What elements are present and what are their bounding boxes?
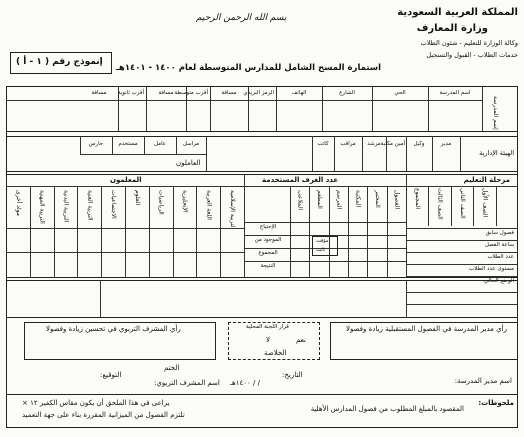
stage-row-label: مستوى عدد الطلاب (469, 266, 514, 272)
stage-row-label: فصول سابق (485, 230, 514, 236)
kingdom-title: المملكة العربية السعودية (397, 7, 518, 18)
teacher-subject-label: العلوم (133, 190, 141, 206)
teacher-subject-label: التربية المهنية (38, 190, 46, 224)
teacher-subject-label: الاجتماعيات (110, 190, 118, 219)
class-col-label: المختبر (374, 190, 381, 208)
class-row-label: الإحتياج (259, 224, 277, 230)
worker-label: حارس (88, 141, 104, 147)
class-row-label: النتيجة (260, 263, 276, 269)
basmala: بسم الله الرحمن الرحيم (196, 13, 287, 23)
workers-label: العاملون (176, 159, 201, 167)
signature-label: التوقيع: (100, 371, 122, 379)
ministry-title: وزارة المعارف (416, 23, 488, 34)
info-cell-label: الشارع (339, 90, 355, 96)
teacher-subject-label: التربية البدنية (62, 190, 70, 223)
class-col-label: المرسم (335, 190, 343, 210)
info-cell-label: الهاتف (291, 90, 307, 96)
class-col-label: المكتبة (354, 190, 362, 208)
teacher-subject-label: الإنجليزية (181, 190, 189, 213)
teachers-title: المعلمون (110, 176, 142, 184)
classes-title: عدد الغرف المستخدمة (262, 176, 339, 184)
info-cell-label: أقرب متوسطة (174, 90, 208, 96)
committee-yes: نعم (296, 336, 306, 344)
class-col-label: المطعم (316, 190, 323, 209)
stages-title: مرحلة التعليم (463, 176, 510, 184)
worker-label: مراسل (182, 141, 200, 147)
stage-col-label: الصف الثالث (436, 188, 444, 220)
stage-col-label: الصف الأول (481, 188, 489, 218)
teacher-subject-label: الرياضيات (157, 190, 165, 215)
worker-label: عامل (153, 141, 167, 147)
form-title: استمارة المسح الشامل للمدارس المتوسطة لعام ١٤٠٠ - ١٤٠١هـ (116, 63, 382, 73)
note-3: المقصود بالمبلغ المطلوب من فصول المدارس الأهلية (310, 405, 464, 413)
info-cell-label: الحي (394, 90, 406, 96)
info-cell-label: الرمز البريدي (243, 90, 274, 96)
admin-label: الهيئة الإدارية (479, 149, 514, 157)
deputy-line: وكالة الوزارة للتعليم - شئون الطلاب (420, 39, 518, 47)
summary-table (6, 280, 518, 318)
supervisor-opinion-label: رأي المشرف التربوي في تحسين زيادة وفصولا (46, 325, 181, 333)
teacher-subject-label: التربية الإسلامية (229, 190, 237, 230)
info-side-label: إسم المدرسة (492, 96, 499, 130)
notes-label: ملحوظات: (478, 399, 514, 407)
date-value: / / ١٤٠٠هـ (230, 379, 260, 387)
teacher-subject-label: اللغة العربية (205, 190, 213, 220)
stage-col-label: الصف الثاني (459, 188, 466, 219)
principal-name-label: اسم مدير المدرسة: (454, 377, 512, 385)
worker-label: مستخدم (118, 141, 138, 147)
info-cell-label: مسافة (91, 90, 107, 96)
admin-cell-label: مراقب (340, 141, 356, 147)
flag-temp: مؤقت (316, 238, 329, 244)
class-row-label: المجموع (258, 250, 278, 256)
teacher-subject-label: التربية الفنية (86, 190, 94, 221)
info-cell-label: اسم المدرسة (439, 90, 471, 96)
note-1: يراعى في هذا الملحق أن يكون مقاس الكفير ١٢ × (22, 399, 170, 407)
info-cell-label: مسافة (158, 90, 174, 96)
admin-cell-label: كاتب (317, 141, 329, 147)
admin-cell-label: وكيل (413, 141, 425, 147)
class-row-label: الموجود من (254, 237, 282, 243)
stage-col-label: المجموع (414, 188, 422, 209)
form-number: إنموذج رقم ( ١ - أ ) (16, 57, 103, 67)
class-col-label: الفصول (393, 190, 401, 210)
info-cell-label: أقرب ثانوية (117, 90, 144, 96)
director-opinion-label: رأي مدير المدرسة في الفصول المستقبلية زيادة وفصولا (346, 325, 507, 333)
stage-row-label: عدد الطلاب (487, 254, 514, 260)
note-2: تلتزم الفصول من الميزانية المقررة بناء على جهة التعميد (22, 411, 185, 419)
info-cell-label: مسافة (221, 90, 237, 96)
stage-row-label: الوضع الحالي (483, 278, 514, 284)
committee-no: لا (266, 336, 270, 344)
admin-cell-label: مدير (440, 141, 452, 147)
supervisor-name-label: اسم المشرف التربوي: (154, 379, 220, 387)
teacher-subject-label: مواد أخرى (14, 190, 22, 216)
services-line: خدمات الطلاب - القبول والتسجيل (426, 51, 518, 59)
class-col-label: الملاعب (296, 190, 304, 211)
summary-label: الخلاصة (264, 349, 287, 357)
flag-fixed: ثابت (316, 247, 326, 253)
committee-label: قرار اللجنة المحلية (246, 324, 289, 330)
stage-row-label: ساعة الفصل (484, 242, 514, 248)
date-label: التاريخ: (282, 371, 303, 379)
admin-cell-label: مرشد (367, 141, 381, 147)
admin-cell-label: أمين مكتبة (380, 141, 405, 147)
seal-label: الختم (164, 364, 180, 372)
